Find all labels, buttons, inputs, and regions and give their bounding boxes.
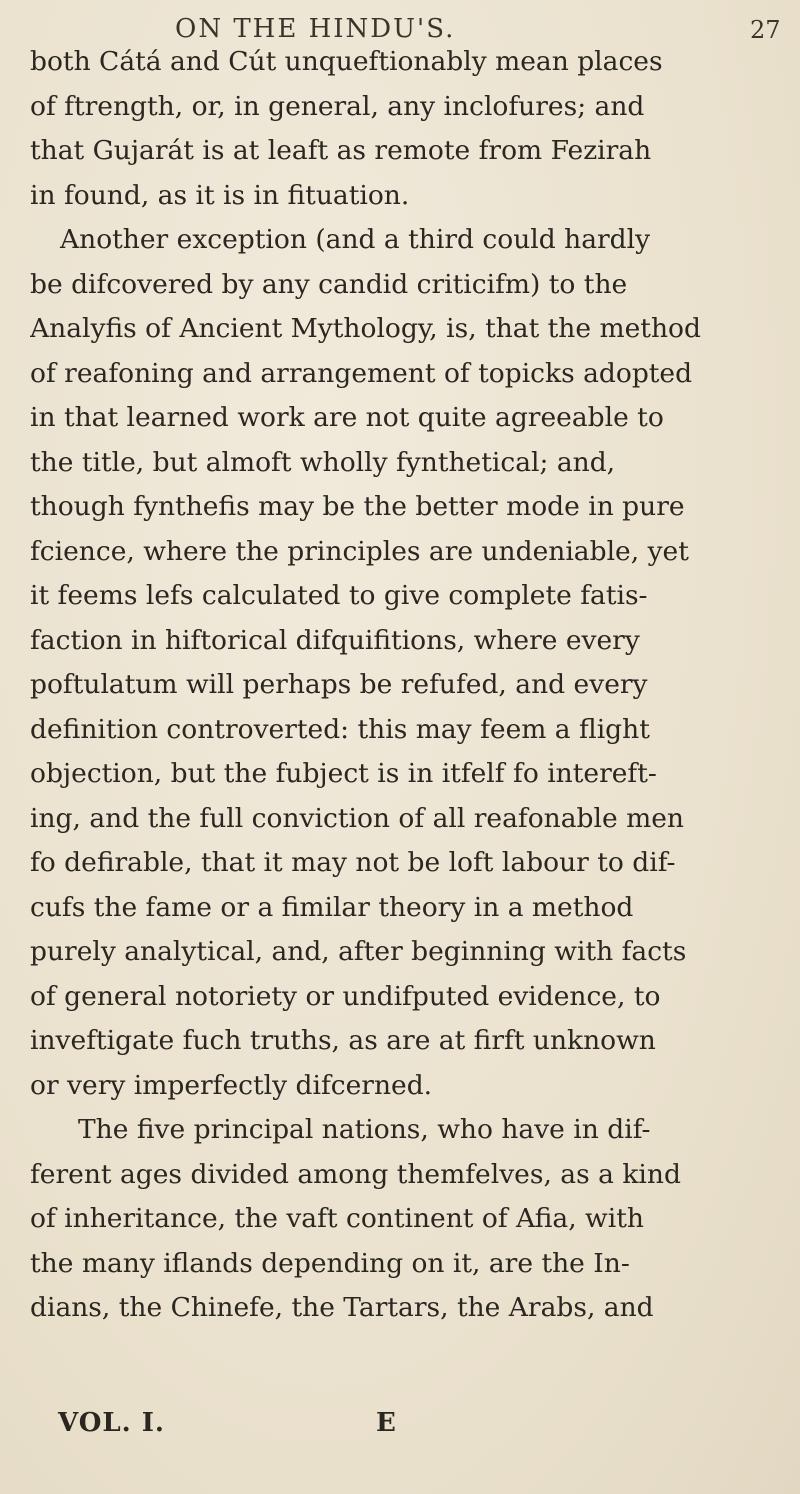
signature-letter: E bbox=[376, 1408, 397, 1438]
text-line: objection, but the fubject is in itfelf fo intereft- bbox=[30, 758, 657, 789]
text-line: ing, and the full conviction of all reafonable men bbox=[30, 802, 684, 834]
text-line: that Gujarát is at leaft as remote from Fezirah bbox=[30, 135, 652, 166]
page-number: 27 bbox=[750, 16, 781, 44]
text-line: be difcovered by any candid criticifm) to the bbox=[30, 268, 628, 300]
text-line: Analyfis of Ancient Mythology, is, that the method bbox=[30, 313, 701, 344]
text-line: in found, as it is in fituation. bbox=[30, 179, 410, 211]
text-line: poftulatum will perhaps be refufed, and every bbox=[30, 669, 648, 700]
text-line: fo defirable, that it may not be loft labour to dif- bbox=[30, 847, 676, 878]
text-line: the many iflands depending on it, are the In- bbox=[30, 1247, 630, 1279]
text-line: both Cátá and Cút unqueftionably mean places bbox=[30, 46, 663, 77]
text-line: faction in hiftorical difquifitions, where every bbox=[30, 624, 640, 656]
running-head-title: ON THE HINDU'S. bbox=[175, 14, 456, 44]
text-line: definition controverted: this may feem a flight bbox=[30, 713, 650, 745]
text-line: of reafoning and arrangement of topicks adopted bbox=[30, 357, 693, 389]
paragraph-start-line: The five principal nations, who have in dif- bbox=[78, 1114, 651, 1145]
text-line: purely analytical, and, after beginning with facts bbox=[30, 936, 687, 967]
text-line: fcience, where the principles are undeniable, yet bbox=[30, 535, 689, 567]
text-line: in that learned work are not quite agreeable to bbox=[30, 402, 664, 433]
text-line: inveftigate fuch truths, as are at firft unknown bbox=[30, 1025, 656, 1056]
text-line: the title, but almoft wholly fynthetical; and, bbox=[30, 446, 616, 478]
text-line: ferent ages divided among themfelves, as a kind bbox=[30, 1158, 681, 1190]
volume-mark: VOL. I. bbox=[58, 1408, 165, 1438]
body-text bbox=[30, 40, 800, 1331]
text-line: it feems lefs calculated to give complete fatis- bbox=[30, 580, 648, 611]
text-line: of general notoriety or undifputed evidence, to bbox=[30, 980, 661, 1012]
text-line: though fynthefis may be the better mode in pure bbox=[30, 491, 685, 522]
paragraph-start-line: Another exception (and a third could hardly bbox=[60, 224, 651, 255]
text-line: dians, the Chinefe, the Tartars, the Arabs, and bbox=[30, 1292, 654, 1323]
text-line: of inheritance, the vaft continent of Afia, with bbox=[30, 1203, 644, 1234]
signature-line bbox=[58, 1408, 758, 1448]
text-line: of ftrength, or, in general, any inclofures; and bbox=[30, 90, 645, 122]
text-line: or very imperfectly difcerned. bbox=[30, 1069, 433, 1101]
text-line: cufs the fame or a fimilar theory in a method bbox=[30, 891, 634, 923]
